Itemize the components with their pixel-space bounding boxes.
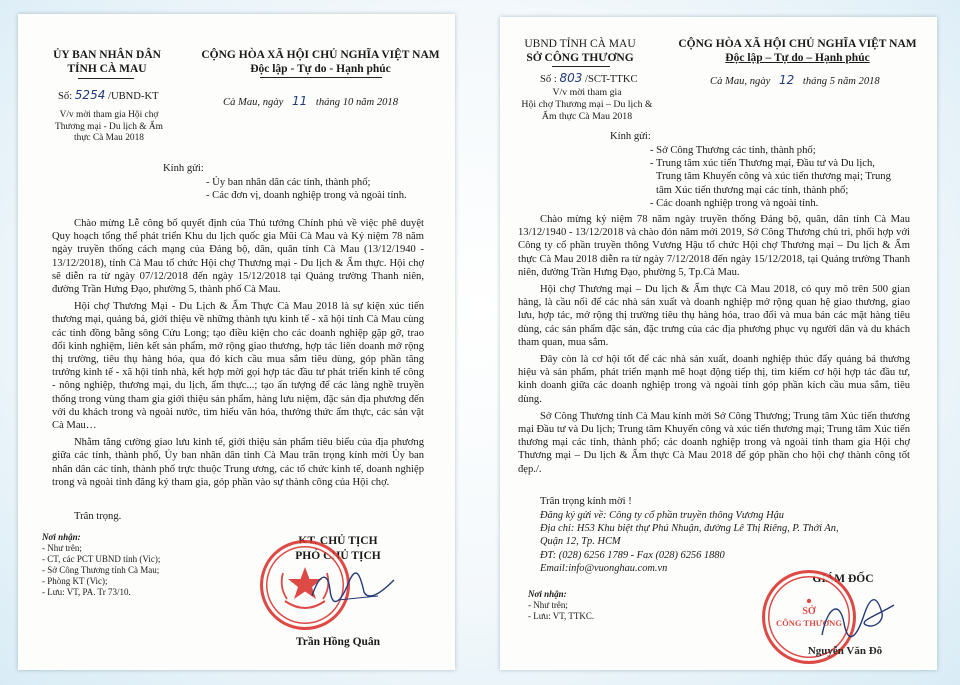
document-date: Cà Mau, ngày 12 tháng 5 năm 2018 [710,73,880,87]
body [518,213,910,480]
divider [260,77,382,78]
divider [78,78,134,79]
body [52,217,424,493]
national-header: CỘNG HÒA XÃ HỘI CHỦ NGHĨA VIỆT NAM Độc lập – Tự do – Hạnh phúc [678,38,917,64]
list-item: Trung tâm Khuyến công và xúc tiến thương mại; Trung [656,171,891,183]
document-left [18,14,455,670]
seal-center-line1: SỞ [802,606,816,617]
kinh-gui-label: Kính gửi: [163,163,204,174]
list-item: tâm Xúc tiến thương mại các tỉnh, thành phố; [656,184,849,196]
paragraph: Đây còn là cơ hội tốt để các nhà sản xuất, doanh nghiệp thúc đẩy quảng bá thương hiệu và sản phẩm, phát triển mạnh mẽ hoạt động tiếp thị, tìm kiếm cơ hội hợp tác đầu tư, kinh doanh giữa các doanh nghiệp trong và ngoài tỉnh góp phần kích cầu mua sắm, tiêu dùng. [518,354,910,405]
document-date: Cà Mau, ngày 11 tháng 10 năm 2018 [223,94,399,108]
list-item: - Ủy ban nhân dân các tỉnh, thành phố; [206,177,371,188]
signature [308,566,398,606]
handwritten-day: 12 [778,73,795,87]
noi-nhan: Nơi nhận: - Như trên; - CT, các PCT UBND tỉnh (Vic); - Sở Công Thương tỉnh Cà Mau; - Phòng KT (Vic); - Lưu: VT, PA. Tr 73/10. [42,532,192,598]
contact-info: Đăng ký gửi về: Công ty cổ phần truyền thông Vương Hậu Địa chỉ: H53 Khu biệt thự Phú Nhuận, đường Lê Thị Riêng, P. Thới An, Quận 12, Tp. HCM ĐT: (028) 6256 1789 - Fax (028) 6256 1880 Email:info@vuonghau.com.vn [540,510,839,574]
org-header: ỦY BAN NHÂN DÂN TỈNH CÀ MAU [53,49,161,75]
divider [552,66,610,67]
paragraph: Sở Công Thương tỉnh Cà Mau kính mời Sở Công Thương; Trung tâm Xúc tiến thương mại Đầu tư và Du lịch; Trung tâm Khuyến công và xúc tiến thương mại; Trung tâm Xúc tiến thương mại các tỉnh, thành phố; các doanh nghiệp trong và ngoài tỉnh tham gia Hội chợ Thương mại – Du lịch & Ẩm thực Cà Mau 2018 để góp phần cho hội chợ thành công tốt đẹp./. [518,410,910,475]
document-number: Số : 803 /SCT-TTKC [540,71,638,85]
list-item: - Trung tâm xúc tiến Thương mại, Đầu tư và Du lịch, [650,158,875,170]
list-item: - Sở Công Thương các tỉnh, thành phố; [650,145,816,156]
list-item: - Như trên; [42,543,82,553]
list-item: - Lưu: VT, TTKC. [528,611,595,621]
recipient-list [206,176,407,202]
closing: Trân trọng. [74,511,122,522]
org-header: UBND TỈNH CÀ MAU SỞ CÔNG THƯƠNG [524,38,636,64]
handwritten-number: 5254 [74,88,106,102]
signature [818,595,898,643]
seal-center-line2: CÔNG THƯƠNG [776,618,842,628]
paragraph: Hội chợ Thương Mại - Du Lịch & Ẩm Thực Cà Mau 2018 là sự kiện xúc tiến thương mại, quảng bá, giới thiệu về những thành tựu kinh tế - xã hội tỉnh Cà Mau cùng các tỉnh đồng bằng sông Cửu Long; tạo điều kiện cho các doanh nghiệp gặp gỡ, trao đổi kinh nghiệm, liên kết sản phẩm, mở rộng giao thương, hợp tác liên doanh mở rộng thị trường, tiêu thụ hàng hóa, qua đó kích cầu mua sắm tiêu dùng, góp phần tăng trưởng kinh tế - xã hội tỉnh nhà, kết hợp mời gọi hợp tác đầu tư phát triển kinh tế công - nông nghiệp, thương mại, du lịch, ẩm thực...; tạo ấn tượng để các làng nghề truyền thống trong vùng tham gia giới thiệu sản phẩm, hàng lưu niệm, đặc sản địa phương đến với du khách trong và ngoài nước, tìm hiểu văn hóa, thưởng thức ẩm thực, các sản vật Cà Mau… [52,301,424,432]
kinh-gui-label: Kính gửi: [610,131,651,142]
list-item: - Phòng KT (Vic); [42,576,108,586]
list-item: - CT, các PCT UBND tỉnh (Vic); [42,554,161,564]
closing: Trân trọng kính mời ! [540,496,632,507]
document-number: Số: 5254 /UBND-KT [58,88,159,102]
subject: V/v mời tham gia Hội chợ Thương mại - Du lịch & Ẩm thực Cà Mau 2018 [55,110,163,143]
subject: V/v mời tham gia Hội chợ Thương mại – Du lịch & Ẩm thực Cà Mau 2018 [521,87,653,122]
signer-title: GIÁM ĐỐC [812,573,874,585]
paragraph: Chào mừng Lễ công bố quyết định của Thủ tướng Chính phủ về việc phê duyệt Quy hoạch tổng thể phát triển Khu du lịch quốc gia Mũi Cà Mau và Kỷ niệm 78 năm ngày truyền thống cách mạng của Đảng bộ, dân, quân tỉnh Cà Mau (13/12/1940 - 13/12/2018), tỉnh Cà Mau tổ chức Hội chợ Thương mại - Du lịch & Ẩm thực. Hội chợ sẽ diễn ra từ ngày 07/12/2018 đến ngày 15/12/2018 tại Quảng trường Thanh niên, đường Trần Hưng Đạo, phường 5, thành phố Cà Mau. [52,218,424,296]
paragraph: Chào mừng kỷ niệm 78 năm ngày truyền thống Đảng bộ, quân, dân tỉnh Cà Mau 13/12/1940 - 13/12/2018 và chào đón năm mới 2019, Sở Công Thương chủ trì, phối hợp với Công ty cổ phần truyền thông Vương Hậu tổ chức Hội chợ Thương mại – Du lịch & Ẩm thực Cà Mau 2018 diễn ra từ ngày 7/12/2018 đến ngày 15/12/2018, tại Quảng trường Thanh niên, đường Trần Hưng Đạo, phường 5, Tp.Cà Mau. [518,214,910,278]
handwritten-day: 11 [291,94,308,108]
list-item: - Lưu: VT, PA. Tr 73/10. [42,587,131,597]
list-item: - Các đơn vị, doanh nghiệp trong và ngoài tỉnh. [206,190,407,202]
noi-nhan: Nơi nhận: - Như trên; - Lưu: VT, TTKC. [528,589,678,622]
signer-title: KT. CHỦ TỊCH PHÓ CHỦ TỊCH [295,535,381,562]
recipient-list [650,144,891,210]
paragraph: Hội chợ Thương mại – Du lịch & Ẩm thực Cà Mau 2018, có quy mô trên 500 gian hàng, là cầu nối để các nhà sản xuất và doanh nghiệp mở rộng quan hệ giao thương, giao lưu, hợp tác, mở rộng thị trường tiêu thụ hàng hóa, trao đổi và mua bán các mặt hàng tiêu dùng, các sản phẩm đặc sản, đặc trưng của các địa phương phục vụ người dân và du khách tham quan, mua sắm. [518,284,910,348]
paragraph: Nhằm tăng cường giao lưu kinh tế, giới thiệu sản phẩm tiêu biểu của địa phương giữa các tỉnh, thành phố, Ủy ban nhân dân tỉnh Cà Mau trân trọng kính mời Ủy ban nhân dân các tỉnh, thành phố trực thuộc Trung ương, các tổ chức kinh tế, doanh nghiệp trong và ngoài tỉnh đăng ký tham gia, góp phần vào sự thành công của Hội chợ. [52,437,424,488]
list-item: - Như trên; [528,600,568,610]
signer-name: Trần Hồng Quân [295,636,381,648]
list-item: - Các doanh nghiệp trong và ngoài tỉnh. [650,197,819,209]
list-item: - Sở Công Thương tỉnh Cà Mau; [42,565,160,575]
handwritten-number: 803 [559,71,583,85]
document-right [500,17,937,670]
national-header: CỘNG HÒA XÃ HỘI CHỦ NGHĨA VIỆT NAM Độc lập - Tự do - Hạnh phúc [201,49,440,75]
signer-name: Nguyễn Văn Đô [807,645,883,657]
